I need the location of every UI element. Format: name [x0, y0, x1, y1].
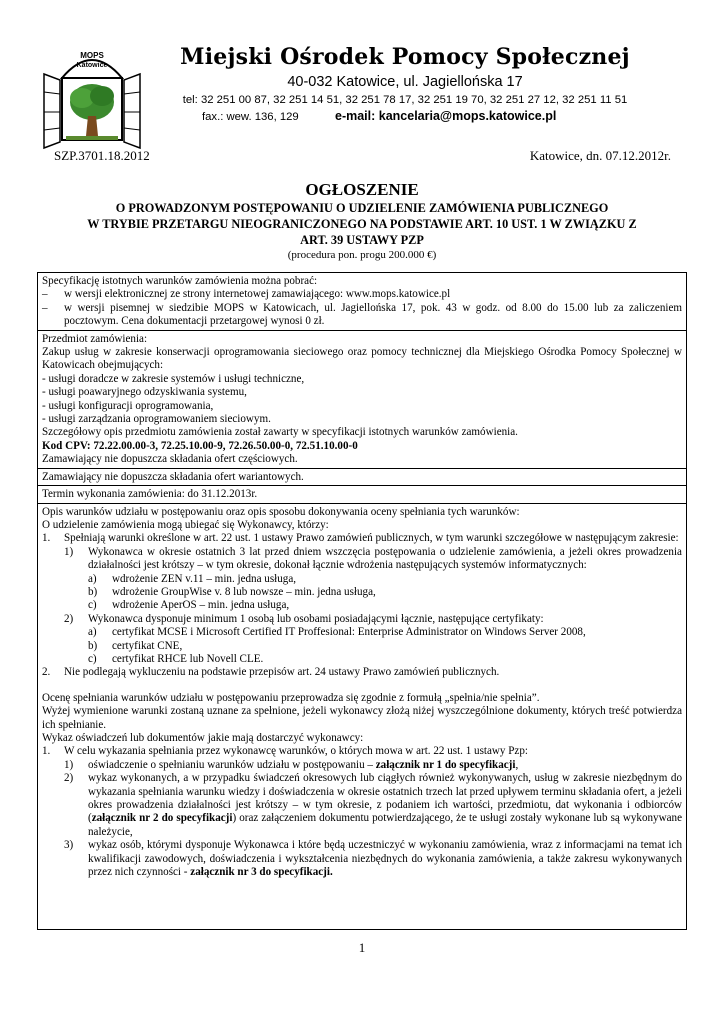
subject-description: Zakup usług w zakresie konserwacji oprogramowania sieciowego oraz pomocy technicznej dla Miejskiego Ośrodka Pomocy Społecznej w Katowicach obejmujących:	[42, 346, 682, 372]
spec-paper: w wersji pisemnej w siedzibie MOPS w Katowicach, ul. Jagiellońska 17, pok. 43 w godz. od 8.00 do 15.00 lub za zaliczeniem pocztowym. Cena dokumentacji przetargowej wynosi 0 zł.	[64, 301, 682, 328]
list-item: 2) wykaz wykonanych, a w przypadku świadczeń okresowych lub ciągłych również wykonywanych, usług w zakresie niezbędnym do wykazania spełniania warunku wiedzy i doświadczenia w okresie ostatnich trzech lat przed upływem terminu składania ofert, a jeżeli okres prowadzenia działalności jest krótszy – w tym okresie, z podaniem ich wartości, przedmiotu, dat wykonania i odbiorców (załącznik nr 2 do specyfikacji) oraz załączeniem dokumentu potwierdzającego, że te usługi zostały wykonane lub są wykonywane należycie,	[64, 772, 683, 838]
institution-phones: tel: 32 251 00 87, 32 251 14 51, 32 251 78 17, 32 251 19 70, 32 251 27 12, 32 251 11 51	[182, 94, 628, 106]
list-item: a) certyfikat MCSE i Microsoft Certified IT Proffesional: Enterprise Administrator on Windows Server 2008,	[88, 626, 586, 639]
procedure-note: (procedura pon. progu 200.000 €)	[287, 249, 437, 261]
list-item: c) certyfikat RHCE lub Novell CLE.	[88, 652, 264, 665]
list-item: b) certyfikat CNE,	[88, 639, 183, 652]
list-item: 1) Wykonawca w okresie ostatnich 3 lat przed dniem wszczęcia postępowania o udzielenie zamówienia, a jeżeli okres prowadzenia działalności jest krótszy – w tym okresie, dokonał łącznie wdrożenia następujących systemów informatycznych:	[64, 545, 682, 572]
variant-offers-note: Zamawiający nie dopuszcza składania ofert wariantowych.	[42, 470, 304, 483]
list-item: 3) wykaz osób, którymi dysponuje Wykonawca i które będą uczestniczyć w wykonaniu zamówienia, wraz z informacjami na temat ich kwalifikacji zawodowych, doświadczenia i wykształcenia niezbędnych do wykonania zamówienia, a także zakresu wykonywanych przez nich czynności - załącznik nr 3 do specyfikacji.	[64, 839, 682, 879]
institution-email: e-mail: kancelaria@mops.katowice.pl	[335, 109, 557, 123]
attachment-3-ref: załącznik nr 3 do specyfikacji.	[190, 866, 333, 879]
page-number: 1	[358, 940, 366, 955]
list-item: – w wersji pisemnej w siedzibie MOPS w Katowicach, ul. Jagiellońska 17, pok. 43 w godz. od 8.00 do 15.00 lub za zaliczeniem pocztowym. Cena dokumentacji przetargowej wynosi 0 zł.	[42, 301, 682, 328]
variant-section	[38, 468, 686, 485]
deadline-section	[38, 485, 686, 502]
list-item: - usługi konfiguracji oprogramowania,	[42, 399, 214, 412]
list-item: – w wersji elektronicznej ze strony internetowej zamawiającego: www.mops.katowice.pl	[42, 288, 682, 301]
conditions-heading: Opis warunków udziału w postępowaniu oraz opis sposobu dokonywania oceny spełniania tych warunków:	[42, 505, 520, 518]
cpv-codes: Kod CPV: 72.22.00.00-3, 72.25.10.00-9, 72.26.50.00-0, 72.51.10.00-0	[42, 439, 358, 452]
announcement-line-3: ART. 39 USTAWY PZP	[300, 233, 424, 247]
list-item: c) wdrożenie AperOS – min. jedna usługa,	[88, 599, 290, 612]
attachment-2-ref: załącznik nr 2 do specyfikacji	[91, 812, 233, 825]
reference-number: SZP.3701.18.2012	[54, 148, 150, 163]
list-item: 2. Nie podlegają wykluczeniu na podstawie przepisów art. 24 ustawy Prawo zamówień publicznych.	[42, 666, 500, 679]
subject-details: Szczegółowy opis przedmiotu zamówienia został zawarty w specyfikacji istotnych warunków zamówienia.	[42, 426, 518, 439]
attachment-1-ref: załącznik nr 1 do specyfikacji	[375, 758, 516, 771]
announcement-table	[37, 272, 687, 930]
evaluation-documents: Wyżej wymienione warunki zostaną uznane za spełnione, jeżeli wykonawcy złożą niżej wyszczególnione dokumenty, których treść potwierdza ich spełnianie.	[42, 705, 682, 731]
subject-section	[38, 330, 686, 468]
documents-heading: Wykaz oświadczeń lub dokumentów jakie mają dostarczyć wykonawcy:	[42, 732, 364, 744]
svg-text:MOPS: MOPS	[80, 51, 104, 60]
list-item: 1. W celu wykazania spełniania przez wykonawcę warunków, o których mowa w art. 22 ust. 1 ustawy Pzp:	[42, 745, 528, 758]
announcement-line-1: O PROWADZONYM POSTĘPOWANIU O UDZIELENIE ZAMÓWIENIA PUBLICZNEGO	[115, 201, 609, 215]
announcement-header	[40, 180, 684, 262]
completion-deadline: Termin wykonania zamówienia: do 31.12.2013r.	[42, 488, 258, 501]
list-item: 2) Wykonawca dysponuje minimum 1 osobą lub osobami posiadającymi łącznie, następujące certyfikaty:	[64, 612, 544, 625]
announcement-title: OGŁOSZENIE	[305, 180, 419, 199]
list-item: - usługi zarządzania oprogramowaniem sieciowym.	[42, 413, 271, 426]
conditions-intro: O udzielenie zamówienia mogą ubiegać się Wykonawcy, którzy:	[42, 518, 329, 531]
conditions-section	[38, 503, 686, 881]
list-item: - usługi poawaryjnego odzyskiwania systemu,	[42, 386, 247, 399]
document-date: Katowice, dn. 07.12.2012r.	[529, 148, 671, 163]
list-item: 1. Spełniają warunki określone w art. 22 ust. 1 ustawy Prawo zamówień publicznych, w tym warunki szczegółowe w następującym zakresie:	[42, 532, 679, 545]
institution-name: Miejski Ośrodek Pomocy Społecznej	[180, 44, 630, 70]
list-item: b) wdrożenie GroupWise v. 8 lub nowsze – min. jedna usługa,	[88, 585, 376, 598]
announcement-line-2: W TRYBIE PRZETARGU NIEOGRANICZONEGO NA PODSTAWIE ART. 10 UST. 1 W ZWIĄZKU Z	[87, 217, 637, 231]
spec-electronic: w wersji elektronicznej ze strony internetowej zamawiającego: www.mops.katowice.pl	[64, 288, 451, 301]
evaluation-formula: Ocenę spełniania warunków udziału w postępowaniu przeprowadza się zgodnie z formułą „spełnia/nie spełnia”.	[42, 691, 540, 704]
subject-heading: Przedmiot zamówienia:	[42, 332, 148, 345]
list-item: 1) oświadczenie o spełnianiu warunków udziału w postępowaniu – załącznik nr 1 do specyfikacji,	[64, 758, 519, 771]
list-item: - usługi doradcze w zakresie systemów i usługi techniczne,	[42, 372, 305, 385]
specification-section	[38, 273, 686, 330]
institution-fax: fax.: wew. 136, 129	[202, 111, 299, 123]
institution-address: 40-032 Katowice, ul. Jagiellońska 17	[287, 74, 523, 90]
svg-text:Katowice: Katowice	[76, 62, 108, 69]
list-item: a) wdrożenie ZEN v.11 – min. jedna usługa,	[88, 572, 297, 585]
spec-intro: Specyfikację istotnych warunków zamówienia można pobrać:	[42, 275, 318, 287]
mops-logo	[40, 40, 144, 152]
partial-offers-note: Zamawiający nie dopuszcza składania ofert częściowych.	[42, 453, 298, 466]
